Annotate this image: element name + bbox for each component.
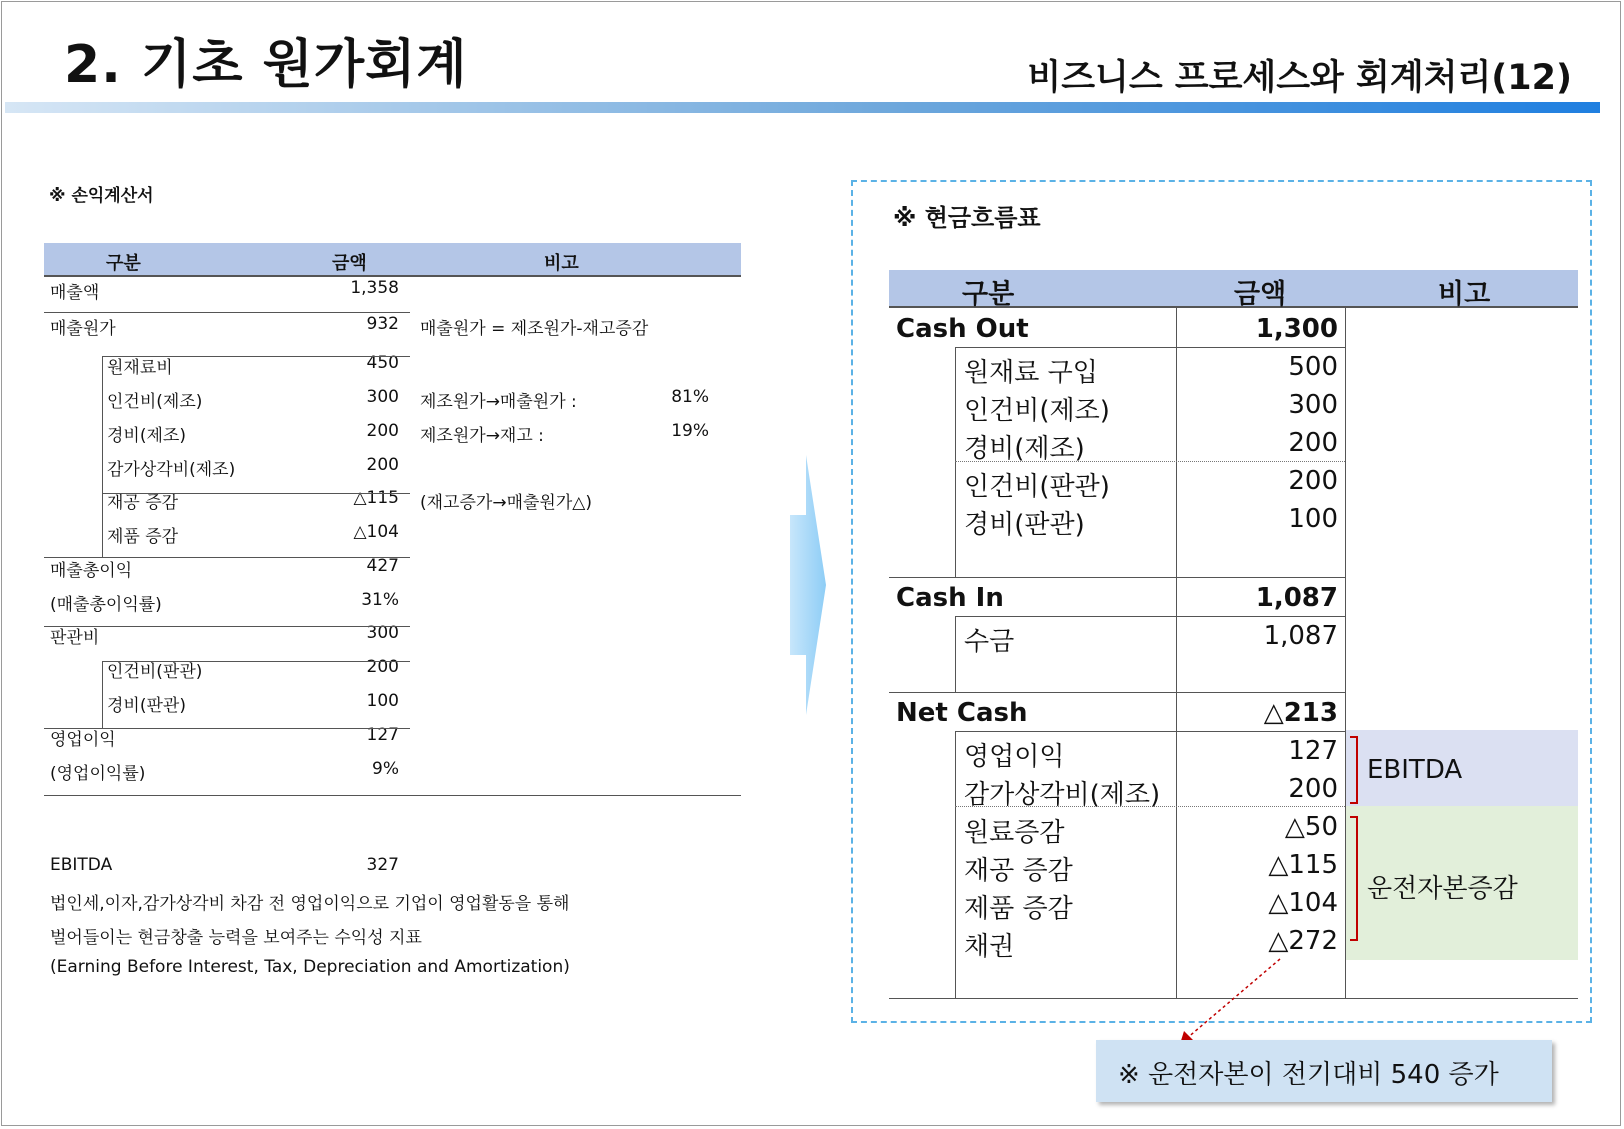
row-divider xyxy=(102,661,410,662)
row-divider xyxy=(889,692,1345,693)
row-amount: 100 xyxy=(366,691,399,711)
row-name: 영업이익 xyxy=(50,730,116,750)
row-divider xyxy=(44,728,410,729)
column-header: 구분 xyxy=(106,253,141,274)
row-amount: 450 xyxy=(366,353,399,373)
right-arrow-icon xyxy=(790,455,826,715)
row-pct: 19% xyxy=(671,421,709,441)
row-amount: 9% xyxy=(372,759,399,779)
row-amount: 1,358 xyxy=(350,278,399,298)
cash-in-amount: 1,087 xyxy=(1255,583,1338,613)
row-name: 경비(제조) xyxy=(964,434,1085,464)
row-name: 원재료비 xyxy=(107,358,173,378)
row-name: 인건비(판관) xyxy=(964,472,1110,502)
row-name: 채권 xyxy=(964,932,1015,962)
column-header: 금액 xyxy=(332,253,367,274)
cash-in-label: Cash In xyxy=(896,583,1004,613)
row-pct: 81% xyxy=(671,387,709,407)
group-bracket xyxy=(102,356,103,557)
row-amount: 427 xyxy=(366,556,399,576)
ebitda-value: 327 xyxy=(366,855,399,875)
ebitda-description: 벌어들이는 현금창출 능력을 보여주는 수익성 지표 xyxy=(50,928,422,948)
row-note: 매출원가 = 제조원가-재고증감 xyxy=(420,319,649,339)
row-amount: △115 xyxy=(1268,850,1338,880)
row-amount: 31% xyxy=(361,590,399,610)
column-header: 비고 xyxy=(1438,279,1491,310)
bracket-icon xyxy=(1348,735,1362,945)
row-note: 제조원가→재고 : xyxy=(420,426,544,446)
row-amount: △272 xyxy=(1268,926,1338,956)
row-amount: 500 xyxy=(1288,352,1338,382)
row-amount: 200 xyxy=(366,455,399,475)
row-name: 제품 증감 xyxy=(107,527,179,547)
row-divider xyxy=(102,493,410,494)
table-header xyxy=(889,270,1578,308)
row-name: 재공 증감 xyxy=(964,856,1073,886)
row-amount: 200 xyxy=(1288,428,1338,458)
row-amount: 300 xyxy=(366,623,399,643)
row-amount: 127 xyxy=(366,725,399,745)
column-divider xyxy=(1176,308,1177,998)
row-divider xyxy=(44,557,410,558)
row-name: 감가상각비(제조) xyxy=(964,780,1161,810)
row-name: 인건비(판관) xyxy=(107,662,203,682)
net-cash-label: Net Cash xyxy=(896,698,1028,728)
group-bracket xyxy=(955,731,956,998)
row-divider xyxy=(955,731,1345,732)
row-name: 재공 증감 xyxy=(107,493,179,513)
row-name: 인건비(제조) xyxy=(107,392,203,412)
row-divider xyxy=(889,577,1345,578)
row-name: 원료증감 xyxy=(964,818,1065,848)
ebitda-note: EBITDA xyxy=(1367,755,1463,785)
row-name: 경비(판관) xyxy=(964,510,1085,540)
column-header: 비고 xyxy=(544,253,579,274)
row-name: (영업이익률) xyxy=(50,764,146,784)
table-bottom-rule xyxy=(44,795,741,796)
net-cash-amount: △213 xyxy=(1263,698,1338,728)
row-divider xyxy=(44,312,410,313)
slide-title: 2. 기초 원가회계 xyxy=(64,35,468,95)
cash-flow-label: ※ 현금흐름표 xyxy=(893,204,1041,232)
row-name: 감가상각비(제조) xyxy=(107,460,236,480)
column-header: 구분 xyxy=(962,279,1015,310)
cash-out-label: Cash Out xyxy=(896,314,1029,344)
row-amount: 100 xyxy=(1288,504,1338,534)
group-bracket xyxy=(955,616,956,692)
working-capital-note: 운전자본증감 xyxy=(1367,874,1518,904)
cash-out-amount: 1,300 xyxy=(1255,314,1338,344)
row-name: 매출액 xyxy=(50,283,100,303)
row-amount: 932 xyxy=(366,314,399,334)
row-amount: △50 xyxy=(1284,812,1338,842)
row-divider xyxy=(955,616,1345,617)
row-name: (매출총이익률) xyxy=(50,595,162,615)
row-name: 매출원가 xyxy=(50,319,116,339)
row-divider xyxy=(955,347,1345,348)
callout-text: ※ 운전자본이 전기대비 540 증가 xyxy=(1118,1060,1499,1090)
connector-arrow-icon xyxy=(1170,955,1290,1050)
row-amount: 300 xyxy=(1288,390,1338,420)
row-note: 제조원가→매출원가 : xyxy=(420,392,577,412)
column-header: 금액 xyxy=(1234,279,1287,310)
row-amount: 1,087 xyxy=(1263,621,1338,651)
row-name: 인건비(제조) xyxy=(964,396,1110,426)
row-amount: 200 xyxy=(1288,774,1338,804)
row-amount: △115 xyxy=(353,488,399,508)
ebitda-description: 법인세,이자,감가상각비 차감 전 영업이익으로 기업이 영업활동을 통해 xyxy=(50,894,570,914)
income-statement-label: ※ 손익계산서 xyxy=(49,186,154,206)
working-capital-callout xyxy=(1096,1040,1552,1102)
ebitda-description: (Earning Before Interest, Tax, Depreciation and Amortization) xyxy=(50,957,570,977)
row-name: 경비(판관) xyxy=(107,696,186,716)
row-divider xyxy=(44,626,410,627)
row-amount: 200 xyxy=(1288,466,1338,496)
slide-subtitle: 비즈니스 프로세스와 회계처리(12) xyxy=(1027,58,1572,98)
row-name: 영업이익 xyxy=(964,742,1065,772)
row-name: 판관비 xyxy=(50,628,100,648)
row-amount: 200 xyxy=(366,657,399,677)
row-divider xyxy=(102,356,410,357)
table-header xyxy=(44,243,741,277)
group-bracket xyxy=(102,661,103,728)
row-name: 제품 증감 xyxy=(964,894,1073,924)
row-amount: △104 xyxy=(353,522,399,542)
ebitda-label: EBITDA xyxy=(50,855,113,875)
row-note: (재고증가→매출원가△) xyxy=(420,493,592,513)
column-divider xyxy=(1345,308,1346,998)
row-amount: △104 xyxy=(1268,888,1338,918)
title-underline-bar xyxy=(5,102,1600,113)
row-amount: 127 xyxy=(1288,736,1338,766)
row-amount: 300 xyxy=(366,387,399,407)
row-name: 수금 xyxy=(964,627,1015,657)
row-name: 매출총이익 xyxy=(50,561,133,581)
row-name: 경비(제조) xyxy=(107,426,186,446)
group-bracket xyxy=(955,347,956,577)
row-name: 원재료 구입 xyxy=(964,358,1098,388)
row-amount: 200 xyxy=(366,421,399,441)
